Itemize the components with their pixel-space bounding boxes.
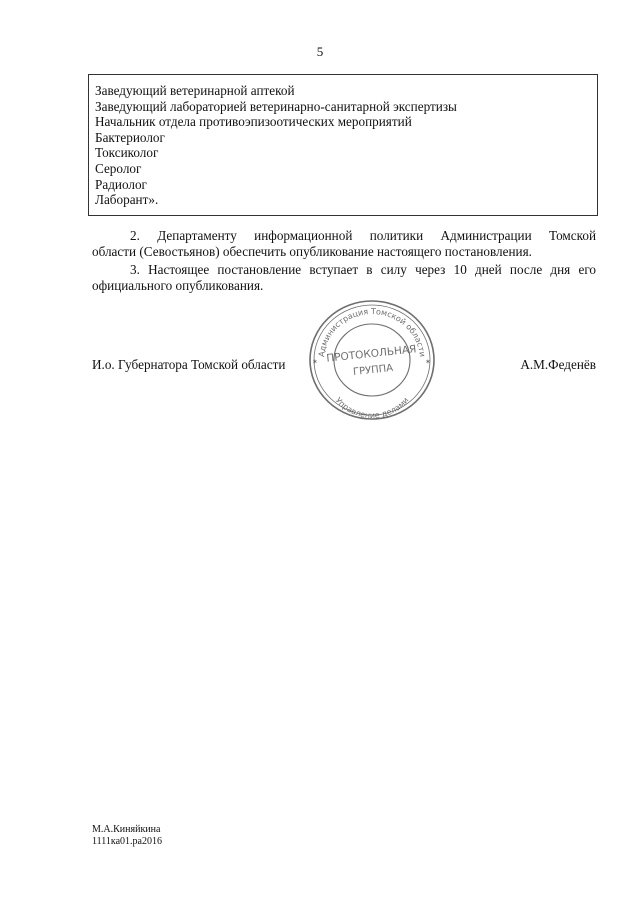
paragraph-line: официального опубликования. [92,277,264,293]
paragraph-line: 2. Департаменту информационной политики Администрации Томской [130,228,596,243]
stamp-star-right-icon: ✶ [425,358,431,366]
stamp-center-line-1: ПРОТОКОЛЬНАЯ [325,343,417,365]
position-item: Начальник отдела противоэпизоотических мероприятий [95,114,412,130]
page-number: 5 [316,44,324,59]
position-item: Заведующий ветеринарной аптекой [95,83,295,98]
paragraph-2 [92,228,596,259]
signatory-name: А.М.Феденёв [520,357,596,372]
executor-name: М.А.Киняйкина [92,824,161,835]
position-item: Токсиколог [95,145,159,161]
position-item: Заведующий лабораторией ветеринарно-санитарной экспертизы [95,98,457,114]
position-item: Лаборант». [95,192,159,208]
svg-text:Управление делами [334,396,411,420]
official-stamp [302,294,442,426]
paragraph-3 [92,262,596,293]
position-item: Бактериолог [95,129,165,145]
paragraph-line: 3. Настоящее постановление вступает в силу через 10 дней после дня его [130,262,596,277]
paragraph-line: области (Севостьянов) обеспечить опубликование настоящего постановления. [92,243,532,259]
stamp-bottom-text: Управление делами [333,395,411,421]
positions-table [88,74,598,216]
stamp-center-line-2: ГРУППА [352,362,394,379]
signatory-title: И.о. Губернатора Томской области [92,357,286,372]
stamp-top-text: Администрация Томской области [317,306,427,358]
position-item: Серолог [95,160,142,176]
executor-block [92,824,162,848]
document-code: 1111ка01.ра2016 [92,836,162,847]
position-item: Радиолог [95,176,147,192]
stamp-star-left-icon: ✶ [312,358,318,366]
